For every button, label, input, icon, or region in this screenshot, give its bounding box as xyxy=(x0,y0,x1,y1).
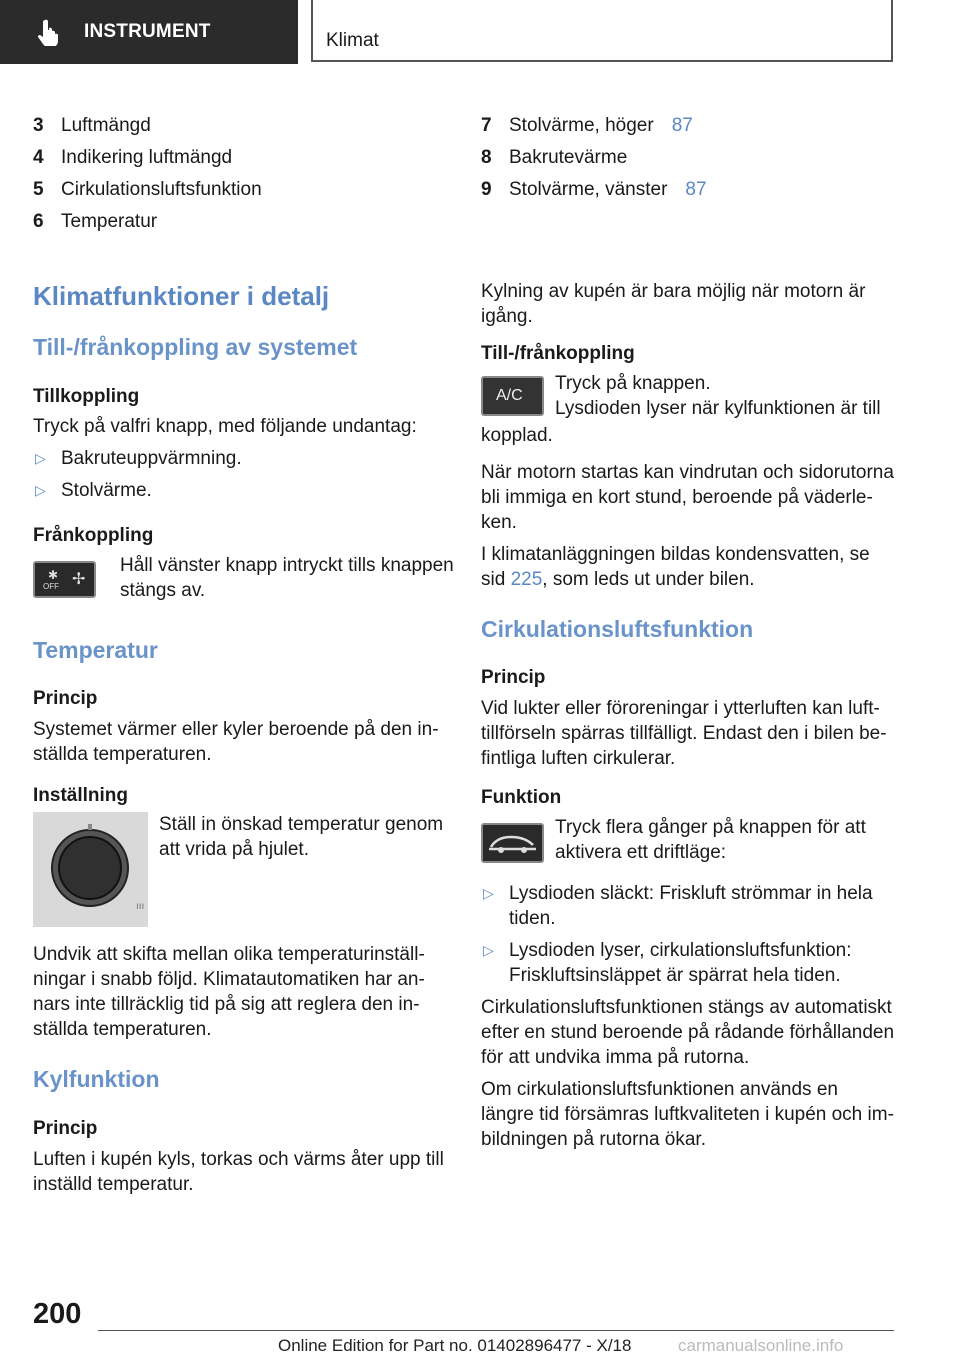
footer-edition: Online Edition for Part no. 01402896477 - X/18 xyxy=(278,1336,632,1355)
heading-frankoppling: Frånkoppling xyxy=(33,525,154,546)
temperature-knob-icon xyxy=(33,812,148,927)
list-item: 3 Luftmängd xyxy=(33,115,151,136)
heading-kyl-princip: Princip xyxy=(33,1118,98,1139)
installning-row xyxy=(33,812,448,930)
text-kyl-princip: Luften i kupén kyls, torkas och värms åter upp till inställd temperatur. xyxy=(33,1149,444,1195)
text-auto: Cirkulationsluftsfunktionen stängs av automatiskt efter en stund beroende på rådande förhållanden för att undvika imma på rutorna. xyxy=(481,997,895,1068)
frankoppling-row xyxy=(33,553,454,609)
section-tab[interactable] xyxy=(0,0,298,64)
hand-pointer-icon xyxy=(36,18,62,46)
text-frankoppling: Håll vänster knapp intryckt tills knappen stängs av. xyxy=(120,555,454,601)
list-item: 7 Stolvärme, höger 87 xyxy=(481,110,896,142)
watermark: carmanualsonline.info xyxy=(678,1336,844,1355)
list-item: ▷ Bakruteuppvärmning. xyxy=(35,448,242,469)
text-kylning: Kylning av kupén är bara möjlig när motorn är igång. xyxy=(481,281,866,327)
heading-cirkulation: Cirkulationsluftsfunktion xyxy=(481,616,754,642)
list-item: 5 Cirkulationsluftsfunktion xyxy=(33,179,262,200)
temperature-knob-image xyxy=(33,812,148,927)
list-item: ▷ Lysdioden lyser, cirkulationsluftsfunktion: Friskluftsinsläppet är spärrat hela tiden. xyxy=(483,940,852,986)
list-item: ▷ Stolvärme. xyxy=(35,480,152,501)
list-item: 6 Temperatur xyxy=(33,211,158,232)
heading-cirk-princip: Princip xyxy=(481,667,546,688)
heading-system: Till-/frånkoppling av systemet xyxy=(33,334,358,360)
list-item: 8 Bakrutevärme xyxy=(481,147,628,168)
heading-kylfunktion: Kylfunktion xyxy=(33,1066,160,1092)
triangle-bullet-icon: ▷ xyxy=(35,482,46,498)
list-item: 4 Indikering luftmängd xyxy=(33,147,233,168)
chapter-tab xyxy=(311,0,893,62)
right-column xyxy=(481,110,896,1152)
text-tryck: Tryck på knappen. xyxy=(555,373,711,394)
page-number: 200 xyxy=(33,1298,82,1330)
heading-tillkoppling: Tillkoppling xyxy=(33,386,140,407)
legend-list-left xyxy=(33,110,448,238)
chapter-title: Klimat xyxy=(326,30,379,51)
text-cirk-princip: Vid lukter eller föroreningar i ytterluften kan lufttillförseln spärras tillfälligt. Endast den i bilen befintliga luften cirkulerar. xyxy=(481,698,887,769)
funktion-row xyxy=(481,815,896,875)
text-installning: Ställ in önskad temperatur genom att vrida på hjulet. xyxy=(159,814,444,860)
text-funktion: Tryck flera gånger på knappen för att aktivera ett driftläge: xyxy=(555,817,866,863)
section-title: INSTRUMENT xyxy=(84,21,211,42)
text-tillkoppling: Tryck på valfri knapp, med följande undantag: xyxy=(33,416,417,437)
triangle-bullet-icon: ▷ xyxy=(483,885,494,901)
triangle-bullet-icon: ▷ xyxy=(35,450,46,466)
text-kondens: I klimatanläggningen bildas kondensvatten, se sid 225, som leds ut under bilen. xyxy=(481,544,870,590)
ac-row xyxy=(481,371,896,423)
page-ref-link[interactable]: 225 xyxy=(510,569,543,590)
bullets-tillkoppling xyxy=(33,446,448,503)
list-item: 9 Stolvärme, vänster 87 xyxy=(481,174,896,206)
text-lysdioden: Lysdioden lyser när kylfunktionen är till xyxy=(555,398,881,419)
heading-funktion: Funktion xyxy=(481,787,562,808)
footer-divider xyxy=(98,1330,894,1331)
fan-icon: ✢ xyxy=(72,571,86,588)
recirculation-car-icon xyxy=(483,825,542,861)
recirculation-button-image xyxy=(481,823,544,863)
legend-list-right xyxy=(481,110,896,206)
triangle-bullet-icon: ▷ xyxy=(483,942,494,958)
bullets-funktion xyxy=(481,881,896,988)
text-temp-princip: Systemet värmer eller kyler beroende på den inställda temperaturen. xyxy=(33,719,439,765)
svg-text:ııı: ııı xyxy=(136,901,145,912)
heading-installning: Inställning xyxy=(33,785,128,806)
heading-temperatur: Temperatur xyxy=(33,637,158,663)
left-column xyxy=(33,110,454,1197)
text-motor: När motorn startas kan vindrutan och sidorutorna bli immiga en kort stund, beroende på väderleken. xyxy=(481,462,894,533)
text-langre: Om cirkulationsluftsfunktionen används en längre tid försämras luftkvaliteten i kupén och imbildningen på rutorna ökar. xyxy=(481,1079,894,1150)
heading-princip: Princip xyxy=(33,688,98,709)
off-fan-button-image: OFF ✱ ✢ xyxy=(33,561,96,598)
list-item: ▷ Lysdioden släckt: Friskluft strömmar in hela tiden. xyxy=(483,883,873,929)
fan-icon: ✱ xyxy=(48,568,59,582)
page-heading: Klimatfunktioner i detalj xyxy=(33,281,330,311)
page-ref-link[interactable]: 87 xyxy=(685,179,707,200)
text-lysdioden-end: kopplad. xyxy=(481,425,553,446)
text-undvik: Undvik att skifta mellan olika temperaturinställningar i snabb följd. Klimatautomatiken har annars inte tillräcklig tid på sig att reglera den inställda temperaturen. xyxy=(33,944,425,1040)
heading-till-fran: Till-/frånkoppling xyxy=(481,343,635,364)
ac-button-image: A/C xyxy=(481,376,544,416)
page-ref-link[interactable]: 87 xyxy=(671,115,693,136)
